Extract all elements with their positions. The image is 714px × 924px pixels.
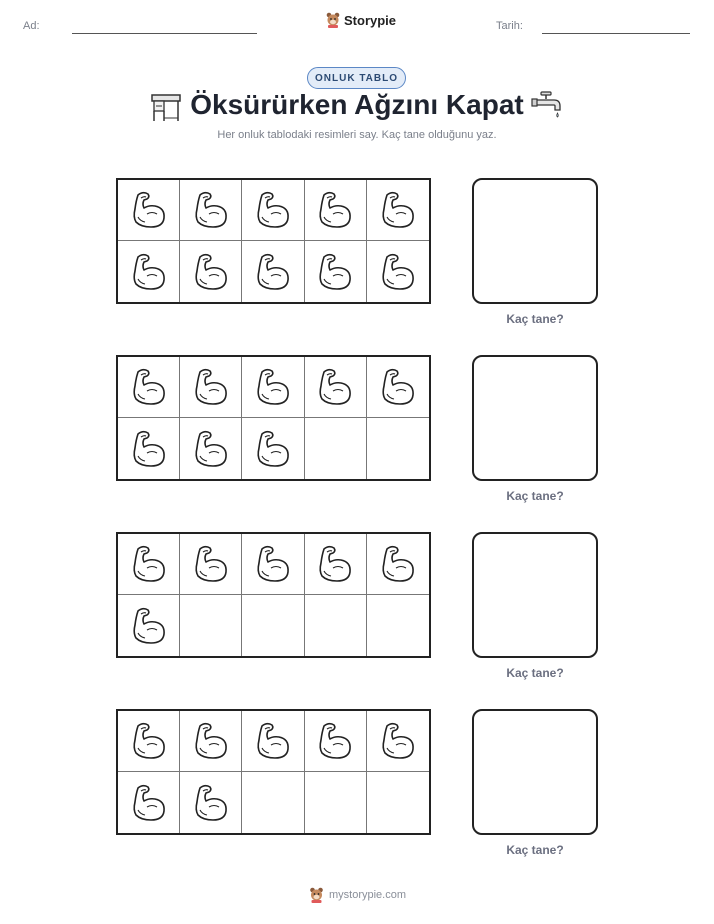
ten-frame-2 xyxy=(116,355,431,481)
flexed-biceps-icon xyxy=(129,605,169,647)
ten-frame-cell xyxy=(367,357,429,418)
ten-frame-cell xyxy=(118,534,180,595)
ten-frame-4 xyxy=(116,709,431,835)
ten-frame-cell xyxy=(305,534,367,595)
ten-frame-cell xyxy=(242,180,304,241)
flexed-biceps-icon xyxy=(315,543,355,585)
bear-logo-icon xyxy=(309,887,324,903)
flexed-biceps-icon xyxy=(378,189,418,231)
flexed-biceps-icon xyxy=(378,543,418,585)
ten-frame-cell xyxy=(242,418,304,479)
ten-frame-cell xyxy=(305,418,367,479)
flexed-biceps-icon xyxy=(191,428,231,470)
flexed-biceps-icon xyxy=(253,428,293,470)
flexed-biceps-icon xyxy=(253,720,293,762)
flexed-biceps-icon xyxy=(315,720,355,762)
answer-box-3[interactable] xyxy=(472,532,598,658)
ten-frame-cell xyxy=(305,241,367,302)
ten-frame-cell xyxy=(118,180,180,241)
name-line[interactable] xyxy=(72,33,257,34)
ten-frame-cell xyxy=(242,357,304,418)
flexed-biceps-icon xyxy=(191,543,231,585)
ten-frame-cell xyxy=(305,357,367,418)
ten-frame-cell xyxy=(180,180,242,241)
date-line[interactable] xyxy=(542,33,690,34)
flexed-biceps-icon xyxy=(315,189,355,231)
ten-frame-cell xyxy=(118,357,180,418)
ten-frame-cell xyxy=(180,357,242,418)
flexed-biceps-icon xyxy=(191,366,231,408)
ten-frame-cell xyxy=(118,711,180,772)
ten-frame-cell xyxy=(242,534,304,595)
ten-frame-cell xyxy=(118,595,180,656)
flexed-biceps-icon xyxy=(378,251,418,293)
ten-frame-cell xyxy=(180,418,242,479)
flexed-biceps-icon xyxy=(129,720,169,762)
flexed-biceps-icon xyxy=(315,366,355,408)
ten-frame-3 xyxy=(116,532,431,658)
flexed-biceps-icon xyxy=(129,366,169,408)
answer-box-1[interactable] xyxy=(472,178,598,304)
ten-frame-cell xyxy=(305,772,367,833)
name-label: Ad: xyxy=(23,20,40,32)
ten-frame-cell xyxy=(305,595,367,656)
ten-frame-cell xyxy=(118,772,180,833)
instructions: Her onluk tablodaki resimleri say. Kaç tane olduğunu yaz. xyxy=(217,129,497,141)
flexed-biceps-icon xyxy=(129,543,169,585)
flexed-biceps-icon xyxy=(129,428,169,470)
flexed-biceps-icon xyxy=(378,366,418,408)
flexed-biceps-icon xyxy=(253,251,293,293)
flexed-biceps-icon xyxy=(191,189,231,231)
ten-frame-cell xyxy=(180,595,242,656)
page-title: Öksürürken Ağzını Kapat xyxy=(190,89,524,120)
footer xyxy=(309,887,406,903)
flexed-biceps-icon xyxy=(191,782,231,824)
ten-frame-cell xyxy=(367,180,429,241)
flexed-biceps-icon xyxy=(253,366,293,408)
brand-logo xyxy=(326,12,396,28)
ten-frame-cell xyxy=(180,711,242,772)
footer-url: mystorypie.com xyxy=(329,889,407,901)
ten-frame-1 xyxy=(116,178,431,304)
flexed-biceps-icon xyxy=(191,720,231,762)
ten-frame-cell xyxy=(367,595,429,656)
date-label: Tarih: xyxy=(496,20,523,32)
ten-frame-cell xyxy=(367,418,429,479)
flexed-biceps-icon xyxy=(129,251,169,293)
ten-frame-cell xyxy=(367,772,429,833)
ten-frame-cell xyxy=(242,772,304,833)
ten-frame-cell xyxy=(367,241,429,302)
ten-frame-cell xyxy=(242,595,304,656)
answer-label-1: Kaç tane? xyxy=(506,312,564,326)
ten-frame-cell xyxy=(367,711,429,772)
flexed-biceps-icon xyxy=(378,720,418,762)
faucet-icon xyxy=(530,90,564,122)
answer-label-3: Kaç tane? xyxy=(506,666,564,680)
ten-frame-cell xyxy=(118,418,180,479)
ten-frame-cell xyxy=(118,241,180,302)
answer-box-2[interactable] xyxy=(472,355,598,481)
brand-name: Storypie xyxy=(344,12,397,28)
flexed-biceps-icon xyxy=(191,251,231,293)
flexed-biceps-icon xyxy=(129,782,169,824)
ten-frame-cell xyxy=(305,711,367,772)
ten-frame-cell xyxy=(180,772,242,833)
answer-label-4: Kaç tane? xyxy=(506,843,564,857)
ten-frame-cell xyxy=(242,241,304,302)
ten-frame-cell xyxy=(367,534,429,595)
ten-frame-cell xyxy=(180,534,242,595)
ten-frame-cell xyxy=(305,180,367,241)
ten-frame-cell xyxy=(180,241,242,302)
ten-frame-cell xyxy=(242,711,304,772)
answer-box-4[interactable] xyxy=(472,709,598,835)
flexed-biceps-icon xyxy=(129,189,169,231)
flexed-biceps-icon xyxy=(253,543,293,585)
answer-label-2: Kaç tane? xyxy=(506,489,564,503)
flexed-biceps-icon xyxy=(315,251,355,293)
worksheet-type-badge: ONLUK TABLO xyxy=(307,67,406,89)
bear-logo-icon xyxy=(326,12,340,28)
flexed-biceps-icon xyxy=(253,189,293,231)
